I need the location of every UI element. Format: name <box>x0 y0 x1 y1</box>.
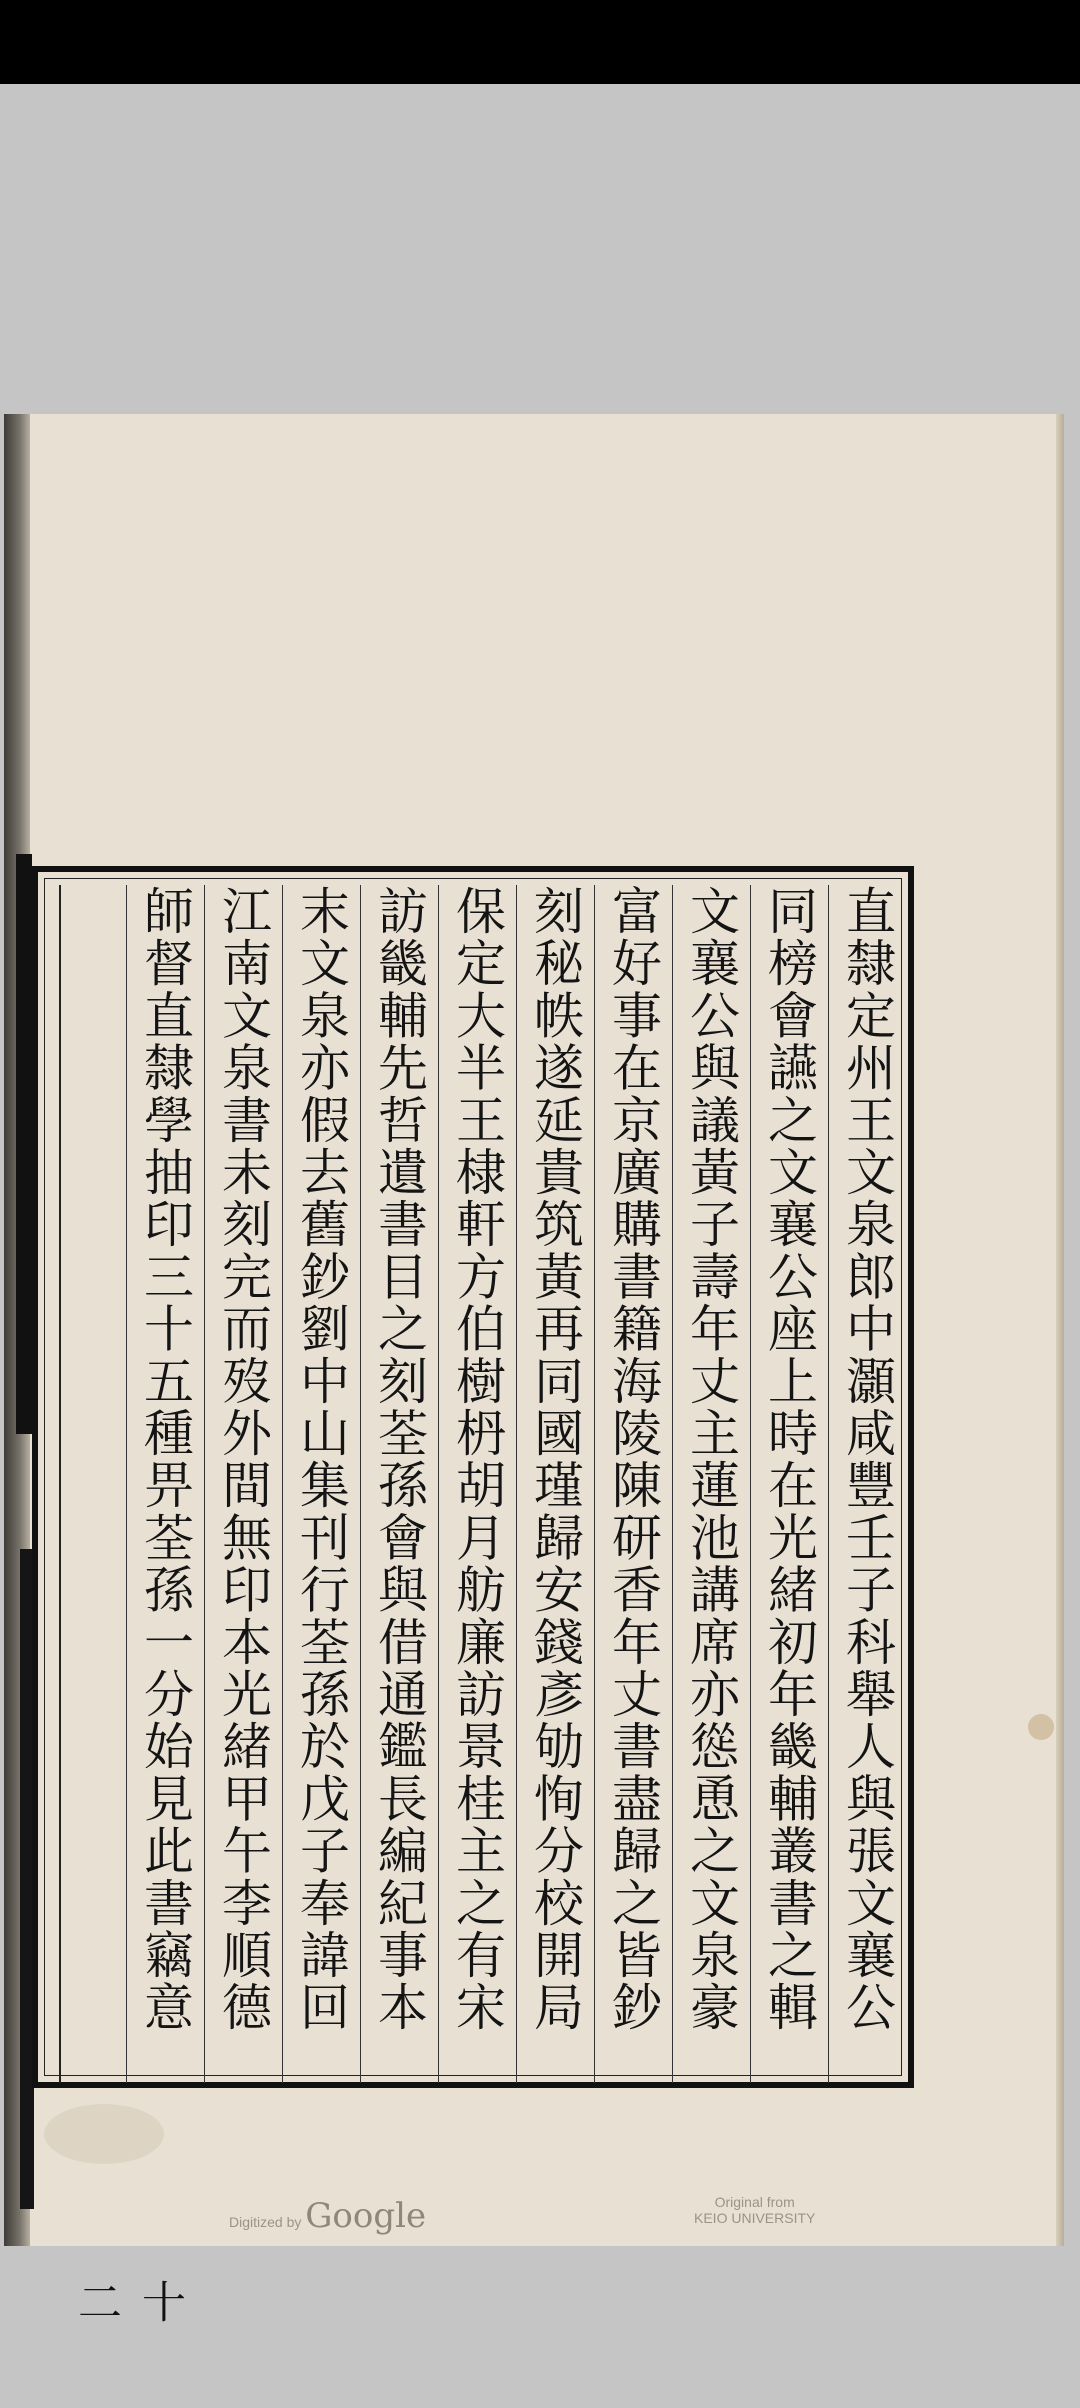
scanned-page <box>4 414 1064 2323</box>
text-column: 刻秘帙遂延貴筑黃再同國瑾歸安錢彥劬恂分校開局 <box>526 885 584 2034</box>
source-watermark <box>694 2194 815 2226</box>
text-column: 文襄公與議黃子壽年丈主蓮池講席亦慫恿之文泉豪 <box>682 885 740 2034</box>
text-column: 師督直隸學抽印三十五種畀荃孫一分始見此書竊意 <box>136 885 194 2034</box>
page-viewer[interactable] <box>0 84 1080 2408</box>
column-rule <box>672 885 673 2083</box>
stain <box>1028 1714 1054 1740</box>
column-rule <box>204 885 205 2083</box>
page-edge <box>1056 414 1064 2246</box>
digitized-watermark <box>229 2196 426 2236</box>
text-column: 訪畿輔先哲遺書目之刻荃孫會與借通鑑長編紀事本 <box>370 885 428 2034</box>
text-column: 末文泉亦假去舊鈔劉中山集刊行荃孫於戊子奉諱回 <box>292 885 350 2034</box>
column-rule <box>126 885 127 2083</box>
column-rule <box>750 885 751 2083</box>
spine-mark <box>16 854 32 1434</box>
column-rule <box>594 885 595 2083</box>
stain <box>44 2104 164 2164</box>
page-number: 十二 <box>70 2279 185 2323</box>
text-column: 富好事在京廣購書籍海陵陳研香年丈書盡歸之皆鈔 <box>604 885 662 2034</box>
text-column: 同榜會讌之文襄公座上時在光緒初年畿輔叢書之輯 <box>760 885 818 2034</box>
original-from-label: Original from <box>714 2194 795 2210</box>
column-rule <box>516 885 517 2083</box>
text-column: 保定大半王棣軒方伯樹枬胡月舫廉訪景桂主之有宋 <box>448 885 506 2034</box>
google-logo: Google <box>305 2196 427 2236</box>
digitized-label: Digitized by <box>229 2214 302 2230</box>
column-rule <box>438 885 439 2083</box>
column-rule <box>282 885 283 2083</box>
top-bar <box>0 0 1080 84</box>
text-column: 江南文泉書未刻完而歿外間無印本光緒甲午李順德 <box>214 885 272 2034</box>
column-rule <box>360 885 361 2083</box>
text-column: 直隸定州王文泉郎中灝咸豐壬子科舉人與張文襄公 <box>838 885 896 2034</box>
column-rule <box>828 885 829 2083</box>
institution-label: KEIO UNIVERSITY <box>694 2210 816 2226</box>
margin-rule <box>59 885 61 2083</box>
